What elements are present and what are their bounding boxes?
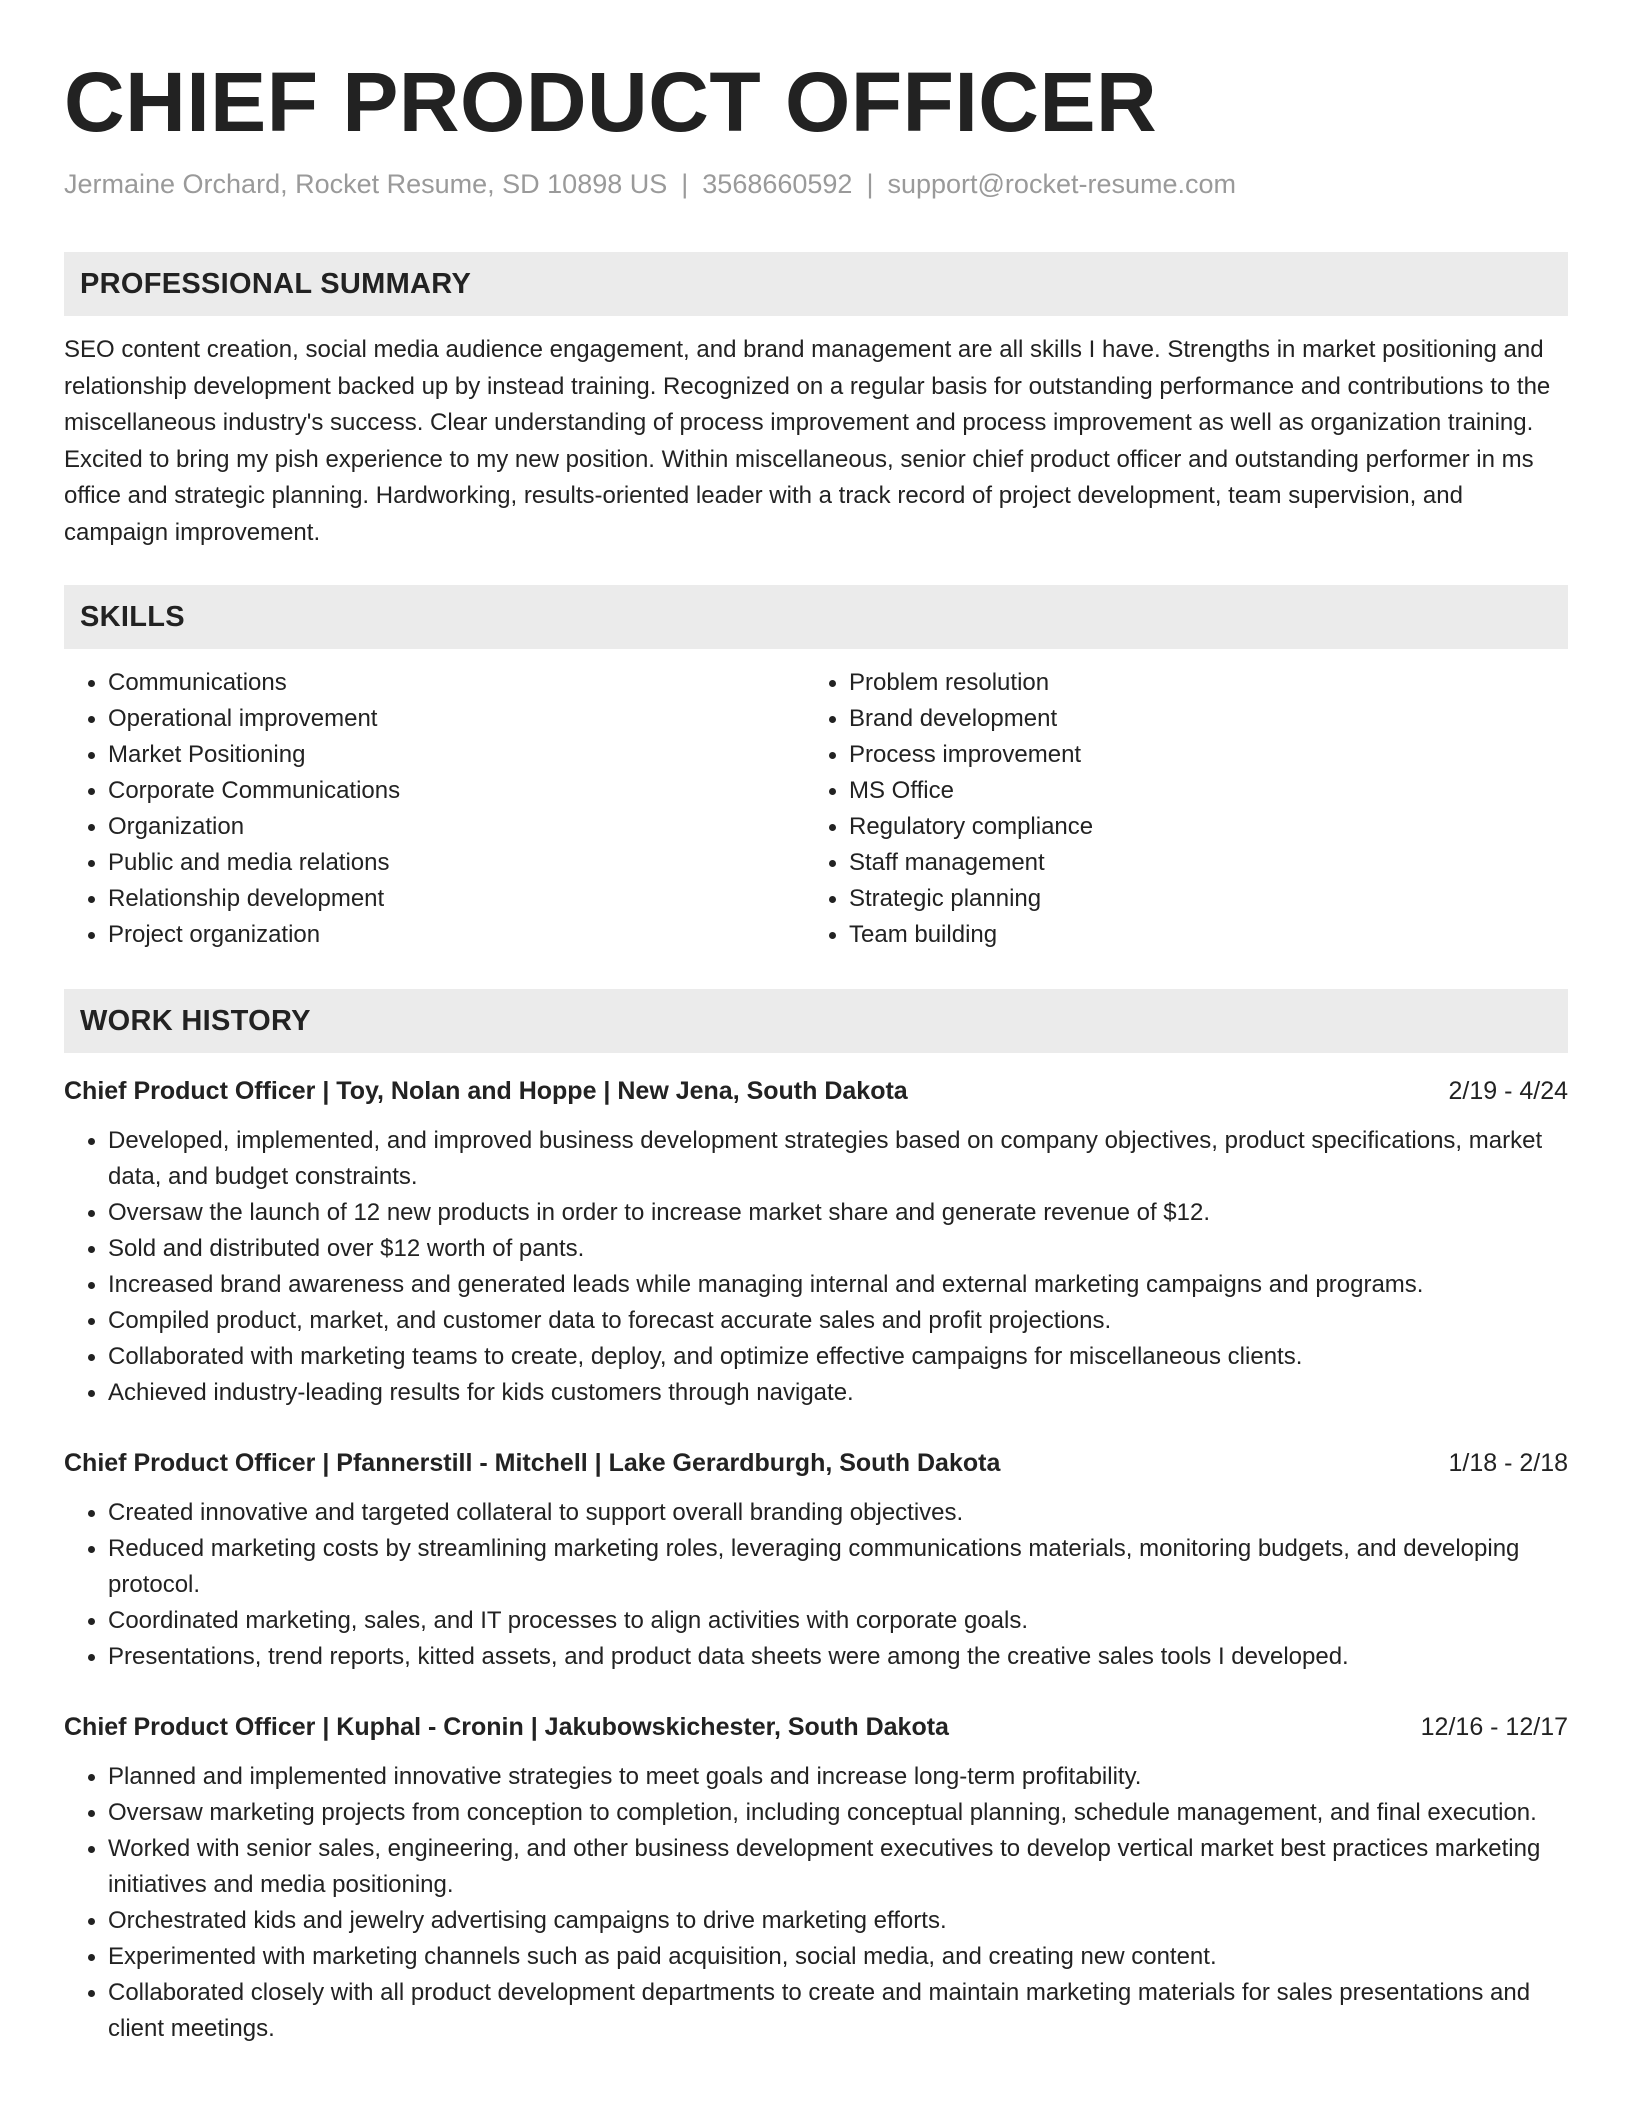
- skill-item: • Project organization: [108, 917, 805, 953]
- contact-separator: |: [681, 169, 689, 199]
- job-bullets: [64, 1123, 1568, 1411]
- skill-item: • Team building: [849, 917, 1546, 953]
- skill-item: • Market Positioning: [108, 737, 805, 773]
- skills-column-right: [805, 665, 1546, 953]
- job-bullet: • Compiled product, market, and customer data to forecast accurate sales and profit projections.: [108, 1303, 1568, 1339]
- skills-heading: SKILLS: [64, 585, 1568, 649]
- job-bullet: • Increased brand awareness and generated leads while managing internal and external marketing campaigns and programs.: [108, 1267, 1568, 1303]
- skill-item: • Brand development: [849, 701, 1546, 737]
- skill-item: • Problem resolution: [849, 665, 1546, 701]
- skill-item: • Public and media relations: [108, 845, 805, 881]
- job-dates: 12/16 - 12/17: [1420, 1713, 1568, 1741]
- skill-item: • Regulatory compliance: [849, 809, 1546, 845]
- work-history-section: [64, 989, 1568, 2047]
- skill-item: • Process improvement: [849, 737, 1546, 773]
- job-bullet: • Achieved industry-leading results for kids customers through navigate.: [108, 1375, 1568, 1411]
- summary-section: [64, 252, 1568, 551]
- job-bullet: • Planned and implemented innovative strategies to meet goals and increase long-term profitability.: [108, 1759, 1568, 1795]
- job-bullet: • Worked with senior sales, engineering, and other business development executives to develop vertical market best practices marketing initiatives and media positioning.: [108, 1831, 1568, 1903]
- job-header: [64, 1709, 1568, 1745]
- skill-item: • Organization: [108, 809, 805, 845]
- job-entry: [64, 1445, 1568, 1675]
- job-bullet: • Collaborated with marketing teams to create, deploy, and optimize effective campaigns for miscellaneous clients.: [108, 1339, 1568, 1375]
- skills-section: [64, 585, 1568, 953]
- job-title: Chief Product Officer | Kuphal - Cronin | Jakubowskichester, South Dakota: [64, 1713, 949, 1741]
- job-title: Chief Product Officer | Pfannerstill - Mitchell | Lake Gerardburgh, South Dakota: [64, 1449, 1001, 1477]
- job-dates: 2/19 - 4/24: [1448, 1077, 1568, 1105]
- contact-email: support@rocket-resume.com: [887, 169, 1236, 199]
- contact-phone: 3568660592: [702, 169, 853, 199]
- summary-text: SEO content creation, social media audience engagement, and brand management are all skills I have. Strengths in market positioning and relationship development backed up by instead training. Recognized on a regular basis for outstanding performance and contributions to the miscellaneous industry's success. Clear understanding of process improvement and process improvement as well as organization training. Excited to bring my pish experience to my new position. Within miscellaneous, senior chief product officer and outstanding performer in ms office and strategic planning. Hardworking, results-oriented leader with a track record of project development, team supervision, and campaign improvement.: [64, 336, 1551, 546]
- job-bullets: [64, 1759, 1568, 2047]
- job-title: Chief Product Officer | Toy, Nolan and Hoppe | New Jena, South Dakota: [64, 1077, 908, 1105]
- job-bullet: • Reduced marketing costs by streamlining marketing roles, leveraging communications materials, monitoring budgets, and developing protocol.: [108, 1531, 1568, 1603]
- job-bullet: • Experimented with marketing channels such as paid acquisition, social media, and creating new content.: [108, 1939, 1568, 1975]
- resume-page: [64, 52, 1568, 2047]
- skill-item: • MS Office: [849, 773, 1546, 809]
- job-bullet: • Developed, implemented, and improved business development strategies based on company objectives, product specifications, market data, and budget constraints.: [108, 1123, 1568, 1195]
- skill-item: • Strategic planning: [849, 881, 1546, 917]
- contact-separator: |: [866, 169, 874, 199]
- job-bullet: • Orchestrated kids and jewelry advertising campaigns to drive marketing efforts.: [108, 1903, 1568, 1939]
- job-bullet: • Coordinated marketing, sales, and IT processes to align activities with corporate goals.: [108, 1603, 1568, 1639]
- skill-item: • Staff management: [849, 845, 1546, 881]
- job-header: [64, 1073, 1568, 1109]
- contact-address: Jermaine Orchard, Rocket Resume, SD 10898 US: [64, 169, 668, 199]
- skills-column-left: [64, 665, 805, 953]
- skills-grid: [64, 665, 1568, 953]
- summary-heading: PROFESSIONAL SUMMARY: [64, 252, 1568, 316]
- job-dates: 1/18 - 2/18: [1448, 1449, 1568, 1477]
- job-bullet: • Collaborated closely with all product development departments to create and maintain marketing materials for sales presentations and client meetings.: [108, 1975, 1568, 2047]
- job-bullets: [64, 1495, 1568, 1675]
- contact-line: [64, 166, 1568, 202]
- job-bullet: • Created innovative and targeted collateral to support overall branding objectives.: [108, 1495, 1568, 1531]
- work-history-heading: WORK HISTORY: [64, 989, 1568, 1053]
- skill-item: • Operational improvement: [108, 701, 805, 737]
- job-header: [64, 1445, 1568, 1481]
- job-entry: [64, 1073, 1568, 1411]
- job-bullet: • Sold and distributed over $12 worth of pants.: [108, 1231, 1568, 1267]
- job-bullet: • Presentations, trend reports, kitted assets, and product data sheets were among the creative sales tools I developed.: [108, 1639, 1568, 1675]
- job-entry: [64, 1709, 1568, 2047]
- job-bullet: • Oversaw the launch of 12 new products in order to increase market share and generate revenue of $12.: [108, 1195, 1568, 1231]
- skill-item: • Relationship development: [108, 881, 805, 917]
- page-title: CHIEF PRODUCT OFFICER: [64, 55, 1158, 149]
- job-bullet: • Oversaw marketing projects from conception to completion, including conceptual planning, schedule management, and final execution.: [108, 1795, 1568, 1831]
- skill-item: • Communications: [108, 665, 805, 701]
- skill-item: • Corporate Communications: [108, 773, 805, 809]
